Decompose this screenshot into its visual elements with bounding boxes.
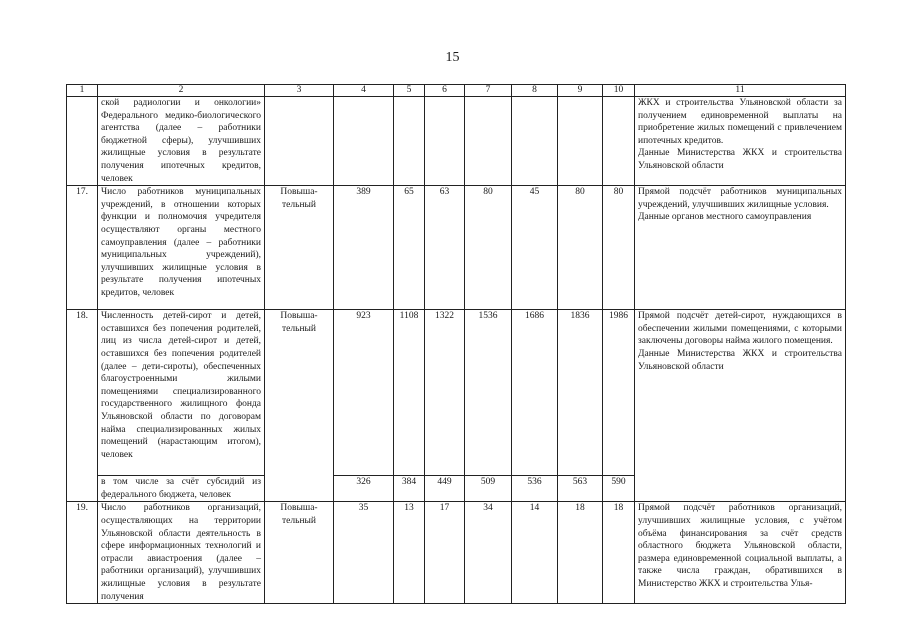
indicators-table — [66, 84, 846, 604]
header-cell: 4 — [334, 85, 394, 97]
header-cell: 9 — [558, 85, 603, 97]
value-cell: 389 — [334, 186, 394, 310]
value-cell: 563 — [558, 476, 603, 502]
value-cell: 1986 — [603, 310, 635, 476]
source-cell: Прямой подсчёт детей-сирот, нуждающихся в обеспечении жилыми помещениями, с которыми заключены договоры найма жилого помещения. Данные Министерства ЖКХ и строительства Ульяновской области — [635, 310, 846, 502]
value-cell: 13 — [394, 502, 425, 604]
value-cell: 18 — [558, 502, 603, 604]
value-cell: 80 — [558, 186, 603, 310]
value-cell: 34 — [465, 502, 512, 604]
value-cell: 509 — [465, 476, 512, 502]
row-number: 19. — [67, 502, 98, 604]
indicator-cell: Численность детей-сирот и детей, оставшихся без попечения родителей, лиц из числа детей-сирот и детей, оставшихся без попечения родителей (далее – дети-сироты), обеспеченных благоустроенными жилыми помещениями специализированного государственного жилищного фонда Ульяновской области по договорам найма специализированных жилых помещений (нарастающим итогом), человек — [98, 310, 265, 476]
value-cell: 45 — [512, 186, 558, 310]
value-cell: 18 — [603, 502, 635, 604]
row-number: 18. — [67, 310, 98, 502]
header-row — [67, 85, 846, 97]
header-cell: 7 — [465, 85, 512, 97]
value-cell: 80 — [603, 186, 635, 310]
value-cell: 63 — [425, 186, 465, 310]
header-cell: 8 — [512, 85, 558, 97]
value-cell: 80 — [465, 186, 512, 310]
header-cell: 1 — [67, 85, 98, 97]
trend-cell: Повыша-тельный — [265, 310, 334, 502]
source-cell: Прямой подсчёт работников организаций, улучшивших жилищные условия, с учётом объёма финансирования за счёт средств областного бюджета Ульяновской области, размера единовременной социальной выплаты, а также числа граждан, обратившихся в Министерство ЖКХ и строительства Улья- — [635, 502, 846, 604]
value-cell: 449 — [425, 476, 465, 502]
value-cell: 536 — [512, 476, 558, 502]
header-cell: 11 — [635, 85, 846, 97]
value-cell: 1322 — [425, 310, 465, 476]
trend-cell: Повыша-тельный — [265, 186, 334, 310]
header-cell: 3 — [265, 85, 334, 97]
source-cell: Прямой подсчёт работников муниципальных учреждений, улучшивших жилищные условия. Данные органов местного самоуправления — [635, 186, 846, 310]
page-number: 15 — [445, 50, 460, 65]
value-cell: 1536 — [465, 310, 512, 476]
source-cell: ЖКХ и строительства Ульяновской области за получением единовременной выплаты на приобретение жилых помещений с привлечением ипотечных кредитов. Данные Министерства ЖКХ и строительства Ульяновской области — [635, 97, 846, 186]
row-number: 17. — [67, 186, 98, 310]
table-row-18 — [67, 310, 846, 476]
indicator-cell: ской радиологии и онкологии» Федерального медико-биологического агентства (далее – работники бюджетной сферы), улучшивших жилищные условия в результате получения ипотечных кредитов, человек — [98, 97, 265, 186]
table-row-continuation — [67, 97, 846, 186]
header-cell: 10 — [603, 85, 635, 97]
indicator-cell: Число работников муниципальных учреждений, в отношении которых функции и полномочия учредителя осуществляют органы местного самоуправления (далее – работники муниципальных учреждений), улучшивших жилищные условия в результате получения ипотечных кредитов, человек — [98, 186, 265, 310]
value-cell: 326 — [334, 476, 394, 502]
value-cell: 1686 — [512, 310, 558, 476]
indicator-cell: в том числе за счёт субсидий из федерального бюджета, человек — [98, 476, 265, 502]
trend-cell: Повыша-тельный — [265, 502, 334, 604]
value-cell: 17 — [425, 502, 465, 604]
value-cell: 923 — [334, 310, 394, 476]
value-cell: 65 — [394, 186, 425, 310]
header-cell: 2 — [98, 85, 265, 97]
table-row-17 — [67, 186, 846, 310]
table-row-19 — [67, 502, 846, 604]
value-cell: 35 — [334, 502, 394, 604]
indicator-cell: Число работников организаций, осуществляющих на территории Ульяновской области деятельность в сфере информационных технологий и отрасли авиастроения (далее – работники организаций), улучшивших жилищные условия в результате получения — [98, 502, 265, 604]
value-cell: 384 — [394, 476, 425, 502]
value-cell: 14 — [512, 502, 558, 604]
value-cell: 590 — [603, 476, 635, 502]
value-cell: 1836 — [558, 310, 603, 476]
header-cell: 6 — [425, 85, 465, 97]
header-cell: 5 — [394, 85, 425, 97]
value-cell: 1108 — [394, 310, 425, 476]
